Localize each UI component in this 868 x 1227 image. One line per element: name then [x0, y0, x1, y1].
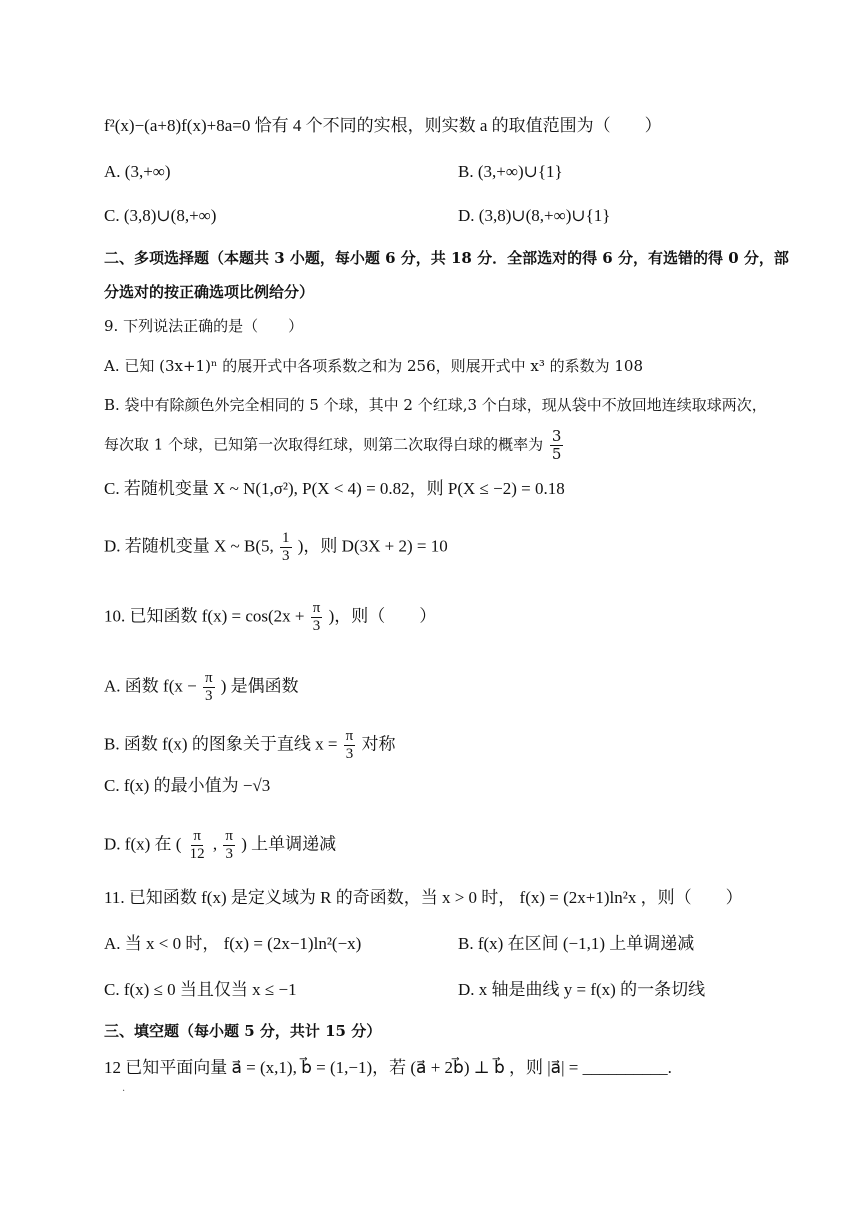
q9-option-b-line1: B. 袋中有除颜色外完全相同的 5 个球，其中 2 个红球,3 个白球，现从袋中不放回地连续取球两次， [104, 396, 767, 414]
fraction-denominator: 12 [189, 846, 205, 862]
q10-option-b-post: 对称 [361, 734, 396, 754]
fraction-denominator: 3 [282, 548, 290, 564]
q12-text: 12 已知平面向量 a⃗ = (x,1), b⃗ = (1,−1)，若 (a⃗ + 2b⃗) ⊥ b⃗ ，则 |a⃗| = __________. [104, 1058, 672, 1077]
q9-stem: 9. 下列说法正确的是（ ） [104, 317, 304, 335]
q9-option-a: A. 已知 (3x+1)ⁿ 的展开式中各项系数之和为 256，则展开式中 x³ 的系数为 108 [104, 357, 644, 375]
q10-stem-fraction [311, 600, 323, 635]
section2-heading-line1: 二、多项选择题（本题共 3 小题，每小题 6 分，共 18 分．全部选对的得 6 分，有选错的得 0 分，部 [104, 249, 789, 267]
q9-option-b-fraction [550, 428, 564, 463]
fraction-denominator: 3 [312, 618, 321, 634]
fraction-numerator: 3 [551, 427, 562, 445]
q10-option-a-fraction [203, 670, 215, 705]
q10-option-c: C. f(x) 的最小值为 −√3 [104, 776, 271, 795]
q9-option-d-fraction [280, 530, 292, 565]
fraction-denominator: 3 [225, 846, 233, 862]
q11-stem: 11. 已知函数 f(x) 是定义域为 R 的奇函数，当 x > 0 时， f(x) = (2x+1)ln²x ，则（ ） [104, 888, 743, 907]
stray-dot: . [122, 1083, 126, 1094]
q9-option-d-pre: D. 若随机变量 X ~ B(5, [104, 536, 274, 556]
q10-option-d-fraction1 [188, 828, 207, 863]
q11-option-d: D. x 轴是曲线 y = f(x) 的一条切线 [458, 980, 706, 999]
q8-option-a: A. (3,+∞) [104, 162, 171, 181]
q8-option-d: D. (3,8)∪(8,+∞)∪{1} [458, 206, 611, 225]
fraction-denominator: 3 [204, 688, 213, 704]
q9-option-b-line2 [104, 428, 565, 463]
q10-option-d-pre: D. f(x) 在 ( [104, 834, 182, 854]
q10-option-a-post: ) 是偶函数 [220, 676, 299, 696]
q10-option-d-post: ) 上单调递减 [241, 834, 337, 854]
q10-option-d-fraction2 [223, 828, 235, 863]
q9-option-b-text: 每次取 1 个球，已知第一次取得红球，则第二次取得白球的概率为 [104, 435, 544, 454]
q10-option-d-mid: , [212, 834, 218, 854]
fraction-numerator: π [204, 670, 213, 686]
fraction-numerator: 1 [282, 530, 290, 546]
q10-stem-post: )，则（ ） [328, 606, 437, 626]
q9-option-c: C. 若随机变量 X ~ N(1,σ²), P(X < 4) = 0.82，则 P(X ≤ −2) = 0.18 [104, 479, 565, 498]
q8-option-c: C. (3,8)∪(8,+∞) [104, 206, 217, 225]
q10-option-d [104, 828, 336, 863]
fraction-denominator: 5 [551, 445, 562, 463]
section3-heading: 三、填空题（每小题 5 分，共计 15 分） [104, 1022, 382, 1040]
q11-option-b: B. f(x) 在区间 (−1,1) 上单调递减 [458, 934, 695, 953]
q10-option-b [104, 728, 396, 763]
fraction-numerator: π [345, 728, 354, 744]
q10-option-a [104, 670, 299, 705]
q10-option-b-fraction [344, 728, 356, 763]
q9-option-d [104, 530, 448, 565]
q9-option-d-post: )，则 D(3X + 2) = 10 [297, 536, 448, 556]
q8-equation-line: f²(x)−(a+8)f(x)+8a=0 恰有 4 个不同的实根，则实数 a 的取值范围为（ ） [104, 116, 662, 135]
fraction-numerator: π [225, 828, 233, 844]
fraction-numerator: π [312, 600, 321, 616]
q10-stem [104, 600, 436, 635]
q11-option-c: C. f(x) ≤ 0 当且仅当 x ≤ −1 [104, 980, 297, 999]
fraction-denominator: 3 [345, 746, 354, 762]
q10-stem-pre: 10. 已知函数 f(x) = cos(2x + [104, 606, 305, 626]
q10-option-a-pre: A. 函数 f(x − [104, 676, 197, 696]
q11-option-a: A. 当 x < 0 时， f(x) = (2x−1)ln²(−x) [104, 934, 362, 953]
fraction-numerator: π [193, 828, 201, 844]
q8-option-b: B. (3,+∞)∪{1} [458, 162, 563, 181]
section2-heading-line2: 分选对的按正确选项比例给分） [104, 283, 315, 301]
q10-option-b-pre: B. 函数 f(x) 的图象关于直线 x = [104, 734, 338, 754]
